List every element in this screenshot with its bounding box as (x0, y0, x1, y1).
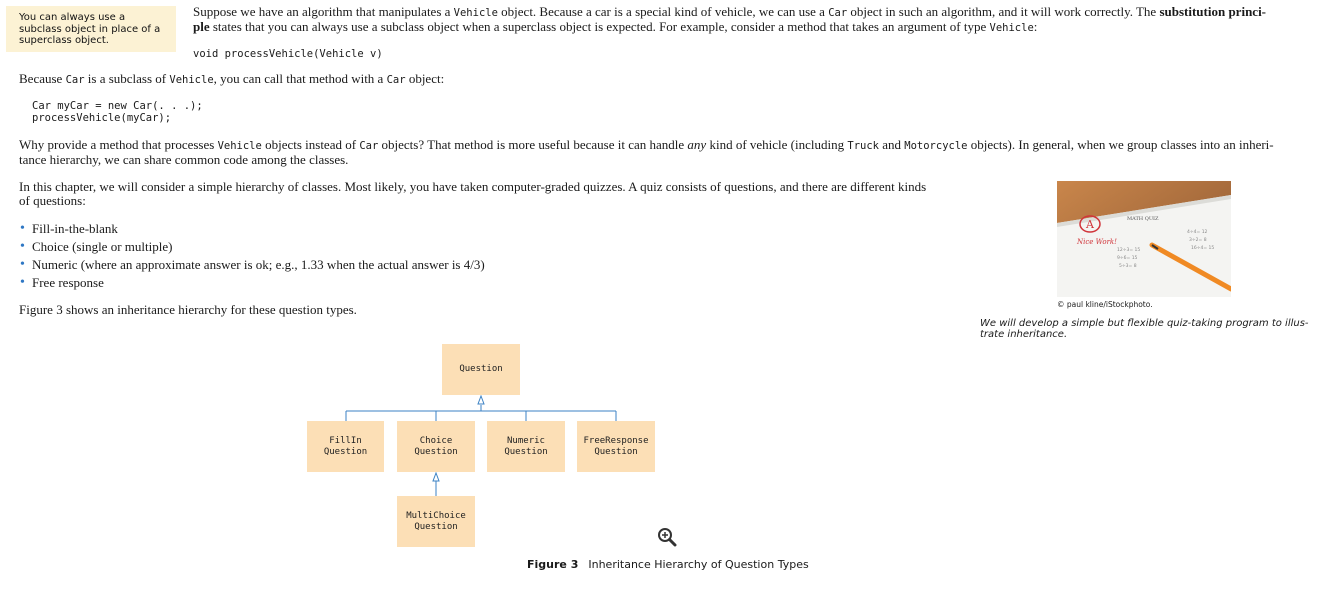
figure-caption (527, 558, 809, 572)
margin-note (6, 6, 176, 52)
grade-mark: A (1086, 218, 1094, 231)
figure-caption-text: Inheritance Hierarchy of Question Types (588, 558, 809, 571)
zoom-in-icon[interactable] (657, 527, 677, 547)
bullet-icon: • (20, 221, 25, 236)
code-method-signature: void processVehicle(Vehicle v) (193, 48, 383, 60)
list-item: • Numeric (where an approximate answer is ok; e.g., 1.33 when the actual answer is 4/3) (20, 257, 485, 272)
bullet-icon: • (20, 239, 25, 254)
because-paragraph: Because Car is a subclass of Vehicle, you can call that method with a Car object: (19, 71, 445, 86)
inheritance-arrow-icon (478, 396, 484, 404)
bullet-icon: • (20, 257, 25, 272)
quiz-photo (1057, 181, 1231, 297)
svg-text:12÷3= 15: 12÷3= 15 (1117, 248, 1141, 253)
class-box-choice-question: Choice Question (397, 421, 475, 472)
list-item: • Choice (single or multiple) (20, 239, 173, 254)
quiz-title: MATH QUIZ (1127, 216, 1159, 222)
figure-reference: Figure 3 shows an inheritance hierarchy for these question types. (19, 302, 357, 317)
bullet-icon: • (20, 275, 25, 290)
figure-caption-label: Figure 3 (527, 558, 579, 571)
list-item: • Fill-in-the-blank (20, 221, 118, 236)
margin-note-text: You can always use a subclass object in place of a superclass object. (19, 12, 161, 46)
svg-text:9÷6= 15: 9÷6= 15 (1117, 256, 1138, 261)
code-call-example: Car myCar = new Car(. . .); processVehicle(myCar); (32, 100, 203, 124)
chapter-paragraph: In this chapter, we will consider a simple hierarchy of classes. Most likely, you have taken computer-graded quizzes. A quiz consists of questions, and there are different kinds of questions: (19, 179, 927, 208)
inheritance-arrow-icon (433, 473, 439, 481)
svg-text:5÷3= 8: 5÷3= 8 (1119, 264, 1137, 269)
why-paragraph: Why provide a method that processes Vehicle objects instead of Car objects? That method is more useful because it can handle any kind of vehicle (including Truck and Motorcycle objects). In general, when we group classes into an inheri- tance hierarchy, we can share common code among the classes. (19, 137, 1274, 167)
class-box-freeresponse-question: FreeResponse Question (577, 421, 655, 472)
svg-text:16÷4= 15: 16÷4= 15 (1191, 246, 1215, 251)
class-box-question: Question (442, 344, 520, 395)
class-box-numeric-question: Numeric Question (487, 421, 565, 472)
intro-paragraph: Suppose we have an algorithm that manipulates a Vehicle object. Because a car is a special kind of vehicle, we can use a Car object in such an algorithm, and it will work correctly. The substitution princi- ple states that you can always use a subclass object when a superclass object is expected. For example, consider a method that takes an argument of type Vehicle: (193, 4, 1267, 34)
class-box-multichoice-question: MultiChoice Question (397, 496, 475, 547)
photo-credit: © paul kline/iStockphoto. (1057, 300, 1153, 309)
class-box-fillin-question: FillIn Question (307, 421, 384, 472)
question-types-list (19, 220, 485, 292)
praise-note: Nice Work! (1077, 238, 1117, 246)
photo-caption: We will develop a simple but flexible quiz-taking program to illus- trate inheritance. (980, 318, 1309, 340)
list-item: • Free response (20, 275, 104, 290)
svg-text:4÷4= 12: 4÷4= 12 (1187, 230, 1208, 235)
svg-text:3÷2= 8: 3÷2= 8 (1189, 238, 1207, 243)
